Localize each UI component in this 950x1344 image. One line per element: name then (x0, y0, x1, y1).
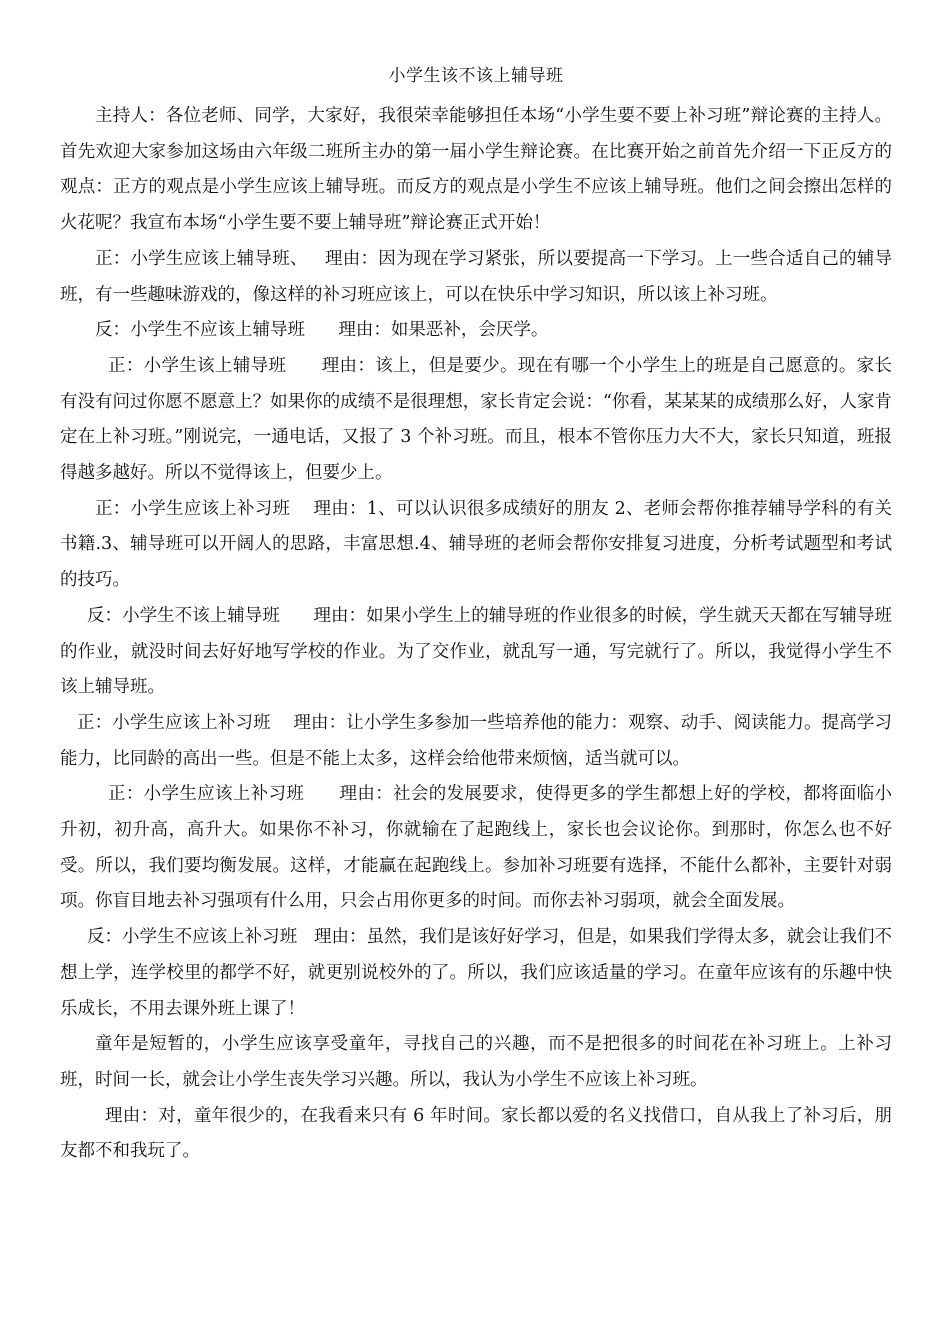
body-paragraph: 主持人：各位老师、同学，大家好，我很荣幸能够担任本场“小学生要不要上补习班”辩论赛的主持人。首先欢迎大家参加这场由六年级二班所主办的第一届小学生辩论赛。在比赛开始之前首先介绍一下正反方的观点：正方的观点是小学生应该上辅导班。而反方的观点是小学生不应该上辅导班。他们之间会擦出怎样的火花呢？我宣布本场“小学生要不要上辅导班”辩论赛正式开始！ (60, 106, 892, 234)
document-body (60, 99, 892, 1170)
body-paragraph: 正：小学生应该上辅导班、 理由：因为现在学习紧张，所以要提高一下学习。上一些合适自己的辅导班，有一些趣味游戏的，像这样的补习班应该上，可以在快乐中学习知识，所以该上补习班。 (60, 248, 892, 305)
body-paragraph: 理由：对，童年很少的，在我看来只有 6 年时间。家长都以爱的名义找借口，自从我上了补习后，朋友都不和我玩了。 (60, 1105, 892, 1162)
body-paragraph: 反：小学生不应该上补习班 理由：虽然，我们是该好好学习，但是，如果我们学得太多，就会让我们不想上学，连学校里的都学不好，就更别说校外的了。所以，我们应该适量的学习。在童年应该有的乐趣中快乐成长，不用去课外班上课了！ (60, 927, 892, 1019)
body-paragraph: 童年是短暂的，小学生应该享受童年，寻找自己的兴趣，而不是把很多的时间花在补习班上。上补习班，时间一长，就会让小学生丧失学习兴趣。所以，我认为小学生不应该上补习班。 (60, 1034, 892, 1090)
document-title: 小学生该不该上辅导班 (388, 66, 564, 86)
body-paragraph: 反：小学生不应该上辅导班 理由：如果恶补，会厌学。 (95, 320, 549, 341)
body-paragraph: 正：小学生该上辅导班 理由：该上，但是要少。现在有哪一个小学生上的班是自己愿意的。家长有没有问过你愿不愿意上？如果你的成绩不是很理想，家长肯定会说：“你看，某某某的成绩那么好，人家肯定在上补习班。”刚说完，一通电话，又报了 3 个补习班。而且，根本不管你压力大不大，家长只知道，班报得越多越好。所以不觉得该上，但要少上。 (60, 355, 892, 484)
document-page (60, 66, 892, 1170)
body-paragraph: 正：小学生应该上补习班 理由：社会的发展要求，使得更多的学生都想上好的学校，都将面临小升初，初升高，高升大。如果你不补习，你就输在了起跑线上，家长也会议论你。到那时，你怎么也不好受。所以，我们要均衡发展。这样，才能赢在起跑线上。参加补习班要有选择，不能什么都补，主要针对弱项。你盲目地去补习强项有什么用，只会占用你更多的时间。而你去补习弱项，就会全面发展。 (60, 784, 892, 912)
body-paragraph: 反：小学生不该上辅导班 理由：如果小学生上的辅导班的作业很多的时候，学生就天天都在写辅导班的作业，就没时间去好好地写学校的作业。为了交作业，就乱写一通，写完就行了。所以，我觉得小学生不该上辅导班。 (60, 605, 892, 698)
body-paragraph: 正：小学生应该上补习班 理由：让小学生多参加一些培养他的能力：观察、动手、阅读能力。提高学习能力，比同龄的高出一些。但是不能上太多，这样会给他带来烦恼，适当就可以。 (60, 712, 892, 769)
body-paragraph: 正：小学生应该上补习班 理由：1、可以认识很多成绩好的朋友 2、老师会帮你推荐辅导学科的有关书籍.3、辅导班可以开阔人的思路，丰富思想.4、辅导班的老师会帮你安排复习进度，分析考试题型和考试的技巧。 (60, 498, 892, 591)
